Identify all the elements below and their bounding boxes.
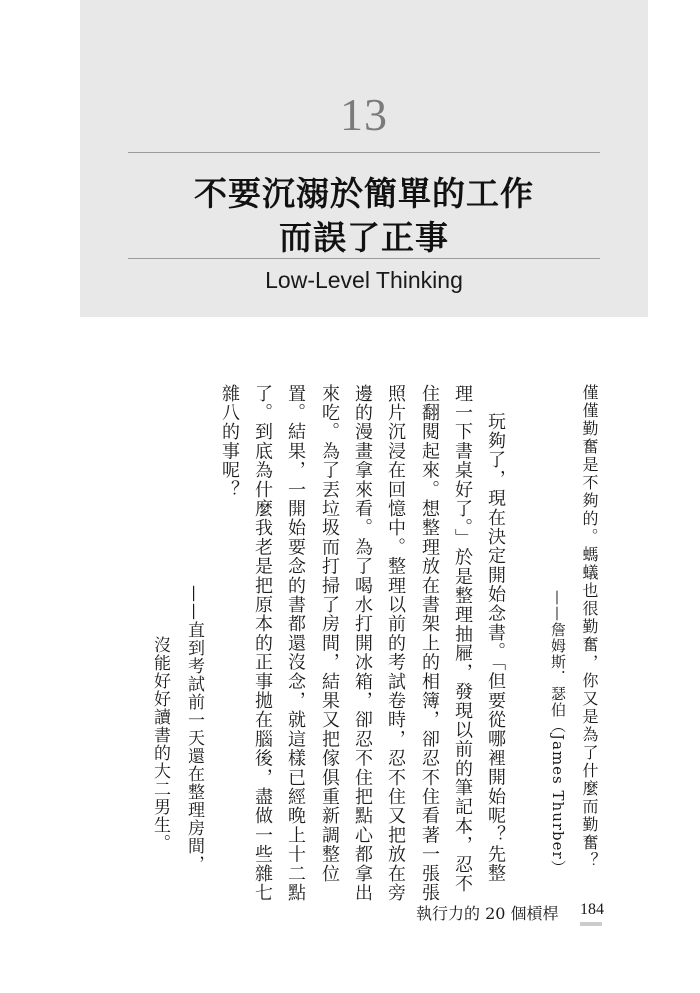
body-column: 雜八的事呢？ bbox=[219, 384, 240, 500]
body-column: 置。結果，一開始要念的書都還沒念，就這樣已經晚上十二點 bbox=[285, 384, 306, 903]
body-column: 了。到底為什麼我老是把原本的正事拋在腦後，盡做一些雜七 bbox=[252, 384, 273, 903]
chapter-title-line-2: 而誤了正事 bbox=[279, 218, 449, 257]
page-number-bar bbox=[580, 922, 602, 926]
header-rule-top bbox=[128, 152, 600, 153]
body-column: 照片沉浸在回憶中。整理以前的考試卷時，忍不住又把放在旁 bbox=[385, 384, 406, 903]
epigraph-attribution: ——詹姆斯．瑟伯（James Thurber） bbox=[549, 590, 567, 876]
chapter-subtitle: Low-Level Thinking bbox=[265, 267, 463, 293]
body-column: 理一下書桌好了。」於是整理抽屜，發現以前的筆記本，忍不 bbox=[452, 384, 473, 894]
body-column: 玩夠了，現在決定開始念書。「但要從哪裡開始呢？先整 bbox=[485, 412, 506, 883]
footer-book-title: 執行力的 20 個槓桿 bbox=[416, 904, 559, 923]
page-number: 184 bbox=[580, 901, 604, 918]
chapter-number: 13 bbox=[340, 89, 388, 140]
body-column: 來吃。為了丟垃圾而打掃了房間，結果又把傢俱重新調整位 bbox=[319, 384, 340, 884]
body-column: 邊的漫畫拿來看。為了喝水打開冰箱，卻忍不住把點心都拿出 bbox=[352, 384, 373, 903]
header-rule-bottom bbox=[128, 258, 600, 259]
body-column: 住翻閱起來。想整理放在書架上的相簿，卻忍不住看著一張張 bbox=[419, 384, 440, 903]
reader-note-line-1: ——直到考試前一天還在整理房間， bbox=[184, 585, 204, 873]
chapter-title-line-1: 不要沉溺於簡單的工作 bbox=[194, 174, 534, 213]
reader-note-line-2: 沒能好好讀書的大二男生。 bbox=[150, 636, 170, 852]
chapter-header bbox=[80, 0, 648, 317]
epigraph-quote: 僅僅勤奮是不夠的。螞蟻也很勤奮，你又是為了什麼而勤奮？ bbox=[580, 384, 599, 870]
